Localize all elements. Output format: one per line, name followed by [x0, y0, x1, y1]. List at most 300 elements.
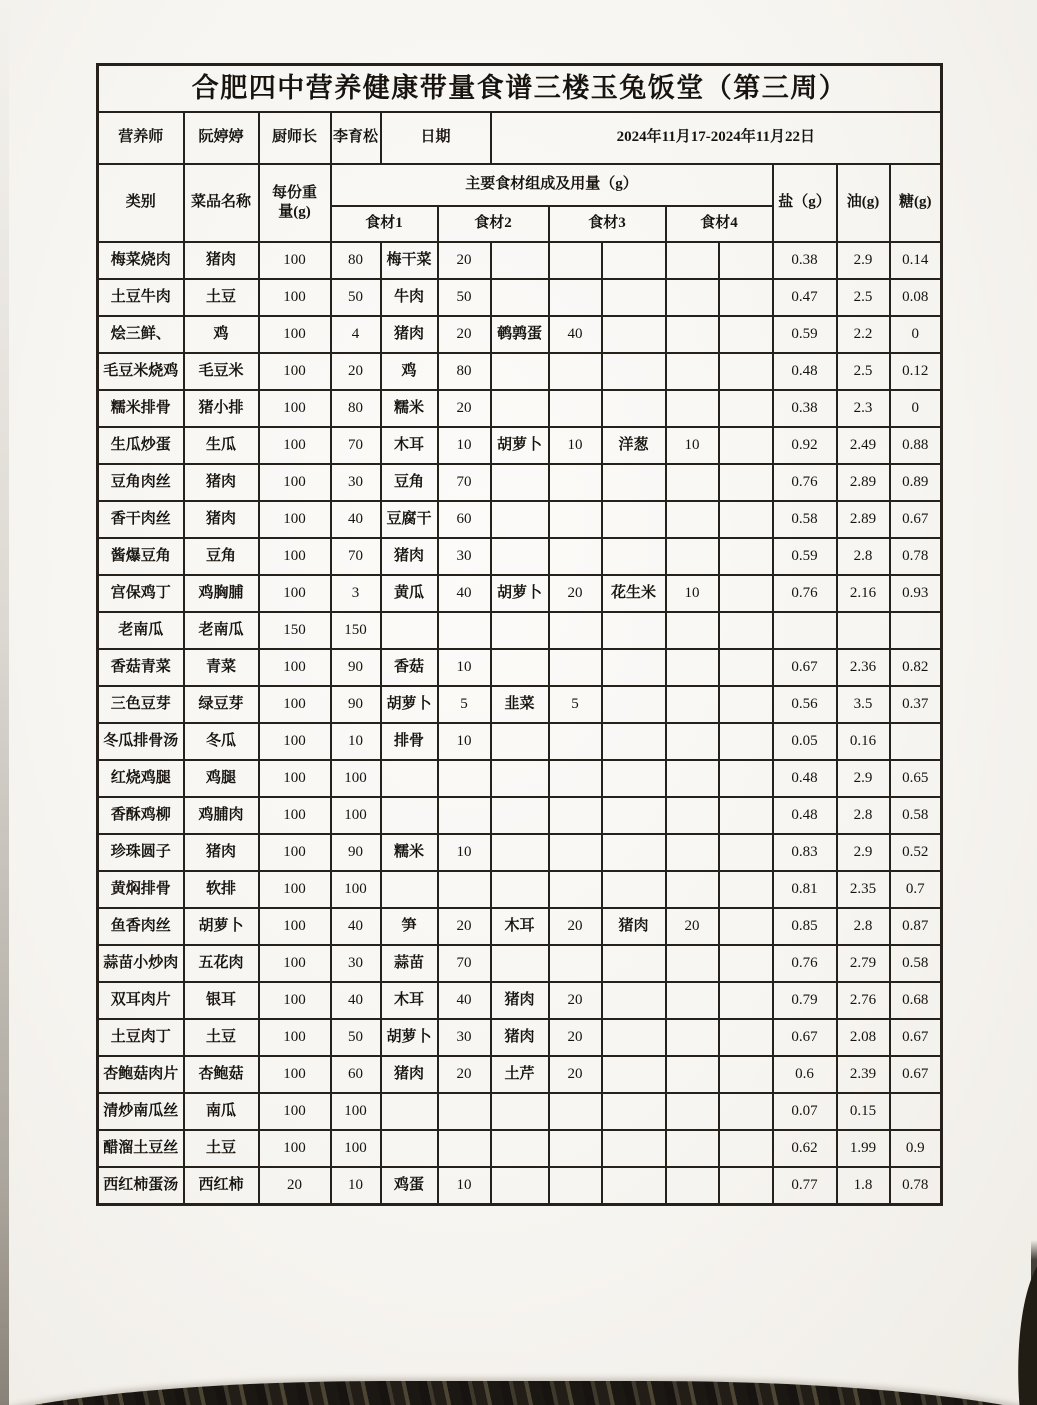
ingredient-cell	[719, 390, 773, 427]
table-row	[98, 427, 942, 464]
ingredient-cell	[549, 279, 602, 316]
ingredient-cell: 100	[331, 797, 381, 834]
serving-weight: 100	[259, 760, 331, 797]
ingredient-cell	[666, 1093, 719, 1130]
ingredient-cell: 猪肉	[491, 982, 549, 1019]
sugar-value: 0.93	[890, 575, 942, 612]
ingredient-cell: 100	[331, 871, 381, 908]
ingredient-cell: 30	[331, 464, 381, 501]
serving-weight: 100	[259, 575, 331, 612]
ingredient-cell: 10	[438, 834, 491, 871]
main-ingredient: 土豆	[184, 1019, 259, 1056]
salt-value: 0.83	[773, 834, 837, 871]
ingredient-cell	[491, 353, 549, 390]
paper-edge-shadow-left	[0, 0, 9, 1405]
ingredient-cell	[666, 279, 719, 316]
salt-value: 0.67	[773, 649, 837, 686]
ingredient-cell	[602, 723, 666, 760]
salt-value: 0.48	[773, 760, 837, 797]
ingredient-cell	[666, 242, 719, 279]
ingredient-cell: 20	[331, 353, 381, 390]
ingredient-cell: 胡萝卜	[381, 1019, 438, 1056]
table-row	[98, 649, 942, 686]
serving-weight: 100	[259, 834, 331, 871]
ingredient-cell	[719, 686, 773, 723]
serving-weight: 100	[259, 427, 331, 464]
sugar-value: 0.9	[890, 1130, 942, 1167]
dish-name: 冬瓜排骨汤	[98, 723, 184, 760]
ingredient-cell: 4	[331, 316, 381, 353]
menu-rows	[98, 242, 942, 1205]
ingredient-cell	[549, 501, 602, 538]
sugar-value	[890, 1093, 942, 1130]
ingredient-cell	[491, 538, 549, 575]
ingredient-cell: 洋葱	[602, 427, 666, 464]
serving-weight: 100	[259, 686, 331, 723]
ingredient-cell	[549, 390, 602, 427]
ingredient-cell	[549, 612, 602, 649]
serving-weight: 100	[259, 797, 331, 834]
ingredient-cell	[549, 1093, 602, 1130]
ingredient-cell	[438, 871, 491, 908]
ingredient-cell: 60	[438, 501, 491, 538]
ingredient-cell: 20	[549, 1019, 602, 1056]
ingredient-cell	[719, 1019, 773, 1056]
ingredient-cell	[602, 686, 666, 723]
ingredient-cell: 100	[331, 1093, 381, 1130]
ingredient-cell	[602, 316, 666, 353]
ingredient-cell: 10	[331, 723, 381, 760]
date-range: 2024年11月17-2024年11月22日	[491, 112, 942, 164]
header-serving-weight-line1: 每份重	[271, 185, 317, 202]
ingredient-cell	[719, 760, 773, 797]
ingredient-cell: 木耳	[381, 982, 438, 1019]
ingredient-cell: 20	[549, 575, 602, 612]
salt-value: 0.38	[773, 390, 837, 427]
ingredient-cell	[549, 797, 602, 834]
serving-weight: 100	[259, 1130, 331, 1167]
ingredient-cell: 木耳	[491, 908, 549, 945]
table-row	[98, 797, 942, 834]
main-ingredient: 胡萝卜	[184, 908, 259, 945]
ingredient-cell: 90	[331, 686, 381, 723]
salt-value: 0.48	[773, 797, 837, 834]
ingredient-cell	[381, 612, 438, 649]
main-ingredient: 西红柿	[184, 1167, 259, 1205]
ingredient-cell	[666, 353, 719, 390]
ingredient-cell	[381, 797, 438, 834]
main-ingredient: 鸡脯肉	[184, 797, 259, 834]
ingredient-cell	[602, 834, 666, 871]
serving-weight: 100	[259, 501, 331, 538]
ingredient-cell	[381, 1130, 438, 1167]
ingredient-cell: 50	[331, 279, 381, 316]
table-row	[98, 612, 942, 649]
dish-name: 珍珠圆子	[98, 834, 184, 871]
salt-value: 0.62	[773, 1130, 837, 1167]
main-ingredient: 鸡胸脯	[184, 575, 259, 612]
oil-value: 3.5	[837, 686, 890, 723]
ingredient-cell: 20	[438, 390, 491, 427]
dish-name: 豆角肉丝	[98, 464, 184, 501]
serving-weight: 100	[259, 871, 331, 908]
ingredient-cell	[719, 538, 773, 575]
salt-value: 0.48	[773, 353, 837, 390]
header-category: 类别	[98, 164, 184, 242]
nutritionist-label: 营养师	[98, 112, 184, 164]
dish-name: 红烧鸡腿	[98, 760, 184, 797]
salt-value: 0.07	[773, 1093, 837, 1130]
salt-value: 0.85	[773, 908, 837, 945]
oil-value: 0.16	[837, 723, 890, 760]
salt-value: 0.58	[773, 501, 837, 538]
ingredient-cell	[719, 982, 773, 1019]
ingredient-cell	[602, 353, 666, 390]
ingredient-cell	[438, 1130, 491, 1167]
ingredient-cell	[666, 464, 719, 501]
ingredient-cell	[381, 1093, 438, 1130]
ingredient-cell	[719, 316, 773, 353]
ingredient-cell: 90	[331, 649, 381, 686]
table-row	[98, 1167, 942, 1205]
table-row	[98, 723, 942, 760]
ingredient-cell	[666, 982, 719, 1019]
ingredient-cell: 木耳	[381, 427, 438, 464]
main-ingredient: 杏鲍菇	[184, 1056, 259, 1093]
dish-name: 鱼香肉丝	[98, 908, 184, 945]
ingredient-cell	[602, 1019, 666, 1056]
ingredient-cell	[549, 649, 602, 686]
oil-value: 2.5	[837, 353, 890, 390]
dish-name: 三色豆芽	[98, 686, 184, 723]
dish-name: 酱爆豆角	[98, 538, 184, 575]
ingredient-cell	[666, 538, 719, 575]
table-row	[98, 279, 942, 316]
oil-value: 2.8	[837, 908, 890, 945]
main-ingredient: 土豆	[184, 1130, 259, 1167]
oil-value: 2.8	[837, 538, 890, 575]
header-salt: 盐（g）	[773, 164, 837, 242]
ingredient-cell	[666, 797, 719, 834]
serving-weight: 100	[259, 723, 331, 760]
ingredient-cell	[602, 649, 666, 686]
main-ingredient: 五花肉	[184, 945, 259, 982]
main-ingredient: 猪肉	[184, 834, 259, 871]
main-ingredient: 土豆	[184, 279, 259, 316]
ingredient-cell	[602, 1056, 666, 1093]
dish-name: 清炒南瓜丝	[98, 1093, 184, 1130]
salt-value: 0.67	[773, 1019, 837, 1056]
sugar-value: 0.67	[890, 501, 942, 538]
dish-name: 老南瓜	[98, 612, 184, 649]
ingredient-cell	[491, 797, 549, 834]
ingredient-cell: 70	[331, 538, 381, 575]
sugar-value: 0.7	[890, 871, 942, 908]
ingredient-cell	[666, 390, 719, 427]
ingredient-cell: 70	[438, 945, 491, 982]
ingredient-cell	[491, 945, 549, 982]
table-row	[98, 353, 942, 390]
dish-name: 双耳肉片	[98, 982, 184, 1019]
ingredient-cell: 笋	[381, 908, 438, 945]
page-title: 合肥四中营养健康带量食谱三楼玉兔饭堂（第三周）	[98, 65, 942, 113]
dish-name: 烩三鲜、	[98, 316, 184, 353]
ingredient-cell	[381, 760, 438, 797]
salt-value: 0.76	[773, 945, 837, 982]
header-ingredient-4: 食材4	[666, 206, 773, 242]
sugar-value: 0.87	[890, 908, 942, 945]
serving-weight: 20	[259, 1167, 331, 1205]
ingredient-cell: 20	[549, 1056, 602, 1093]
ingredient-cell: 40	[331, 908, 381, 945]
serving-weight: 100	[259, 464, 331, 501]
ingredient-cell: 40	[331, 501, 381, 538]
ingredient-cell: 10	[666, 575, 719, 612]
table-row	[98, 1093, 942, 1130]
ingredient-cell	[549, 945, 602, 982]
sugar-value: 0.37	[890, 686, 942, 723]
main-ingredient: 软排	[184, 871, 259, 908]
salt-value: 0.81	[773, 871, 837, 908]
ingredient-cell	[666, 612, 719, 649]
sugar-value: 0.67	[890, 1019, 942, 1056]
ingredient-cell: 豆腐干	[381, 501, 438, 538]
main-ingredient: 绿豆芽	[184, 686, 259, 723]
serving-weight: 100	[259, 649, 331, 686]
oil-value: 2.39	[837, 1056, 890, 1093]
ingredient-cell	[719, 1056, 773, 1093]
ingredient-cell	[666, 649, 719, 686]
ingredient-cell: 20	[549, 982, 602, 1019]
sugar-value: 0.65	[890, 760, 942, 797]
ingredient-cell: 牛肉	[381, 279, 438, 316]
dish-name: 土豆肉丁	[98, 1019, 184, 1056]
dish-name: 梅菜烧肉	[98, 242, 184, 279]
serving-weight: 100	[259, 908, 331, 945]
dish-name: 醋溜土豆丝	[98, 1130, 184, 1167]
ingredient-cell	[719, 723, 773, 760]
main-ingredient: 鸡腿	[184, 760, 259, 797]
sugar-value: 0.88	[890, 427, 942, 464]
ingredient-cell: 排骨	[381, 723, 438, 760]
ingredient-cell: 10	[438, 427, 491, 464]
ingredient-cell	[602, 760, 666, 797]
table-row	[98, 1130, 942, 1167]
date-label: 日期	[381, 112, 491, 164]
ingredient-cell: 10	[438, 723, 491, 760]
ingredient-cell	[438, 612, 491, 649]
ingredient-cell	[549, 760, 602, 797]
salt-value: 0.38	[773, 242, 837, 279]
oil-value: 1.99	[837, 1130, 890, 1167]
table-row	[98, 1019, 942, 1056]
oil-value: 0.15	[837, 1093, 890, 1130]
dish-name: 黄焖排骨	[98, 871, 184, 908]
table-row	[98, 575, 942, 612]
ingredient-cell	[491, 871, 549, 908]
ingredient-cell: 20	[438, 316, 491, 353]
oil-value: 2.16	[837, 575, 890, 612]
ingredient-cell	[491, 1093, 549, 1130]
ingredient-cell: 胡萝卜	[491, 575, 549, 612]
oil-value: 2.9	[837, 242, 890, 279]
ingredient-cell: 韭菜	[491, 686, 549, 723]
dish-name: 宫保鸡丁	[98, 575, 184, 612]
ingredient-cell	[438, 797, 491, 834]
ingredient-cell: 3	[331, 575, 381, 612]
dish-name: 蒜苗小炒肉	[98, 945, 184, 982]
table-row	[98, 464, 942, 501]
ingredient-cell: 30	[438, 538, 491, 575]
ingredient-cell	[666, 1019, 719, 1056]
ingredient-cell: 80	[331, 242, 381, 279]
ingredient-cell	[438, 1093, 491, 1130]
serving-weight: 100	[259, 945, 331, 982]
ingredient-cell: 5	[549, 686, 602, 723]
ingredient-cell	[381, 871, 438, 908]
ingredient-cell: 80	[438, 353, 491, 390]
serving-weight: 100	[259, 1019, 331, 1056]
ingredient-cell: 豆角	[381, 464, 438, 501]
salt-value: 0.47	[773, 279, 837, 316]
ingredient-cell: 60	[331, 1056, 381, 1093]
ingredient-cell: 蒜苗	[381, 945, 438, 982]
ingredient-cell	[666, 316, 719, 353]
salt-value: 0.77	[773, 1167, 837, 1205]
ingredient-cell: 10	[331, 1167, 381, 1205]
main-ingredient: 冬瓜	[184, 723, 259, 760]
main-ingredient: 猪小排	[184, 390, 259, 427]
ingredient-cell: 70	[438, 464, 491, 501]
ingredient-cell	[549, 834, 602, 871]
main-ingredient: 豆角	[184, 538, 259, 575]
header-serving-weight	[259, 164, 331, 242]
salt-value: 0.6	[773, 1056, 837, 1093]
oil-value: 2.3	[837, 390, 890, 427]
ingredient-cell	[491, 501, 549, 538]
ingredient-cell: 胡萝卜	[381, 686, 438, 723]
ingredient-cell	[602, 612, 666, 649]
ingredient-cell: 30	[331, 945, 381, 982]
nutritionist-name: 阮婷婷	[184, 112, 259, 164]
salt-value: 0.59	[773, 538, 837, 575]
dark-table-surface	[0, 1381, 1037, 1405]
ingredient-cell	[719, 649, 773, 686]
ingredient-cell	[549, 1167, 602, 1205]
oil-value: 2.9	[837, 834, 890, 871]
ingredient-cell	[666, 760, 719, 797]
ingredient-cell	[491, 723, 549, 760]
sugar-value: 0.58	[890, 797, 942, 834]
ingredient-cell	[602, 982, 666, 1019]
ingredient-cell: 100	[331, 1130, 381, 1167]
dish-name: 香菇青菜	[98, 649, 184, 686]
ingredient-cell	[719, 871, 773, 908]
ingredient-cell	[719, 1167, 773, 1205]
header-ingredient-3: 食材3	[549, 206, 666, 242]
ingredient-cell: 20	[438, 242, 491, 279]
ingredient-cell: 鹌鹑蛋	[491, 316, 549, 353]
salt-value: 0.56	[773, 686, 837, 723]
table-row	[98, 1056, 942, 1093]
ingredient-cell	[491, 1130, 549, 1167]
salt-value: 0.76	[773, 575, 837, 612]
ingredient-cell	[491, 1167, 549, 1205]
sugar-value: 0.68	[890, 982, 942, 1019]
ingredient-cell	[719, 945, 773, 982]
oil-value: 2.8	[837, 797, 890, 834]
ingredient-cell: 5	[438, 686, 491, 723]
ingredient-cell: 20	[549, 908, 602, 945]
ingredient-cell: 50	[331, 1019, 381, 1056]
ingredient-cell	[549, 1130, 602, 1167]
sugar-value	[890, 723, 942, 760]
table-row	[98, 501, 942, 538]
ingredient-cell: 黄瓜	[381, 575, 438, 612]
ingredient-cell	[719, 427, 773, 464]
ingredient-cell	[602, 1167, 666, 1205]
ingredient-cell: 猪肉	[602, 908, 666, 945]
ingredient-cell	[666, 1056, 719, 1093]
oil-value: 2.35	[837, 871, 890, 908]
ingredient-cell: 猪肉	[381, 1056, 438, 1093]
table-row	[98, 834, 942, 871]
ingredient-cell: 40	[438, 575, 491, 612]
ingredient-cell	[666, 1130, 719, 1167]
serving-weight: 100	[259, 1056, 331, 1093]
oil-value: 2.89	[837, 464, 890, 501]
serving-weight: 100	[259, 242, 331, 279]
ingredient-cell	[491, 612, 549, 649]
ingredient-cell	[602, 501, 666, 538]
ingredient-cell	[666, 834, 719, 871]
ingredient-cell: 20	[666, 908, 719, 945]
oil-value: 2.49	[837, 427, 890, 464]
header-ingredients-group: 主要食材组成及用量（g）	[331, 164, 773, 206]
main-ingredient: 银耳	[184, 982, 259, 1019]
ingredient-cell: 糯米	[381, 834, 438, 871]
ingredient-cell: 香菇	[381, 649, 438, 686]
oil-value: 1.8	[837, 1167, 890, 1205]
ingredient-cell	[602, 945, 666, 982]
oil-value: 2.08	[837, 1019, 890, 1056]
ingredient-cell: 20	[438, 908, 491, 945]
salt-value: 0.79	[773, 982, 837, 1019]
table-row	[98, 538, 942, 575]
header-oil: 油(g)	[837, 164, 890, 242]
ingredient-cell	[549, 871, 602, 908]
ingredient-cell	[491, 242, 549, 279]
ingredient-cell	[549, 242, 602, 279]
table-row	[98, 945, 942, 982]
ingredient-cell	[719, 242, 773, 279]
ingredient-cell	[602, 242, 666, 279]
ingredient-cell	[549, 723, 602, 760]
serving-weight: 100	[259, 279, 331, 316]
sugar-value: 0.78	[890, 1167, 942, 1205]
sugar-value: 0.89	[890, 464, 942, 501]
table-row	[98, 242, 942, 279]
chef-name: 李育松	[331, 112, 381, 164]
serving-weight: 100	[259, 390, 331, 427]
ingredient-cell	[602, 279, 666, 316]
oil-value: 2.9	[837, 760, 890, 797]
ingredient-cell: 猪肉	[491, 1019, 549, 1056]
ingredient-cell: 糯米	[381, 390, 438, 427]
sugar-value: 0	[890, 390, 942, 427]
salt-value	[773, 612, 837, 649]
ingredient-cell	[491, 649, 549, 686]
